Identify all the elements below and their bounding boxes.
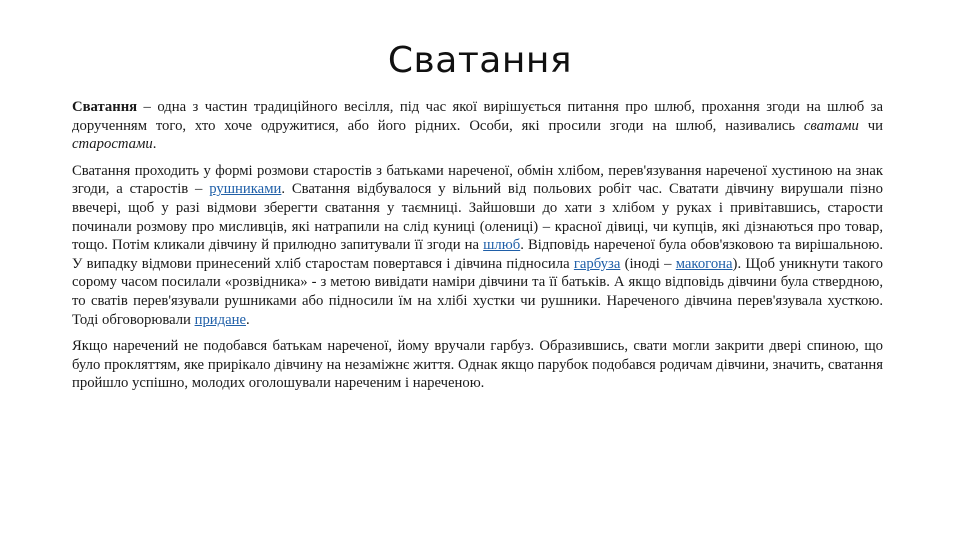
p2-text-e: ). Щоб уникнути такого сорому часом посилали «розвідника» - з метою вивідати наміри дівчини та її батьків. А якщо відповідь дівчини була ствердною, то сватів перев'язували рушниками або підносили їм на хлібі хустки чи рушники. Нареченого дівчина перев'язувала хусткою. Тоді обговорювали: [72, 255, 883, 328]
link-shliub[interactable]: шлюб: [483, 237, 521, 254]
p1-text-b: чи: [858, 117, 883, 134]
link-makohon[interactable]: макогона: [675, 255, 733, 272]
term-svaty: сватами: [803, 117, 859, 134]
content-area: [72, 98, 883, 401]
link-prydane[interactable]: придане: [194, 311, 247, 328]
p2-text-a: Сватання проходить у формі розмови старостів з батьками нареченої, обмін хлібом, перев'язування нареченої хустиною на знак згоди, а старостів –: [72, 162, 883, 198]
p1-text-a: – одна з частин традиційного весілля, під час якої вирішується питання про шлюб, прохання згоди на шлюб за дорученням того, хто хоче одружитися, або його рідних. Особи, які просили згоди на шлюб, називались: [72, 99, 883, 134]
link-rushnyky[interactable]: рушниками: [209, 181, 282, 198]
paragraph-2: [72, 162, 883, 329]
paragraph-1: [72, 98, 883, 154]
p2-text-d: (іноді –: [620, 255, 676, 272]
term-bold: Сватання: [72, 99, 138, 115]
p1-text-c: .: [152, 136, 157, 153]
slide-title: Сватання: [387, 40, 573, 81]
paragraph-3: Якщо наречений не подобався батькам нареченої, йому вручали гарбуз. Образившись, свати могли закрити двері спиною, що було прокляттям, яке прирікало дівчину на незаміжнє життя. Однак якщо парубок подобався родичам дівчини, значить, сватання пройшло успішно, молодих оголошували нареченим і нареченою.: [72, 338, 883, 392]
p2-text-c: . Відповідь нареченої була обов'язковою та вирішальною. У випадку відмови принесений хліб старостам повертався і дівчина підносила: [72, 237, 883, 272]
p2-text-f: .: [246, 311, 250, 328]
term-starosty: старостами: [72, 136, 153, 153]
p2-text-b: . Сватання відбувалося у вільний від польових робіт час. Сватати дівчину вирушали пізно ввечері, щоб у разі відмови зберегти сватання у таємниці. Зайшовши до хати з хлібом у руках і привітавшись, старости починали розмову про мисливців, які натрапили на слід куниці (олениці) – красної дівиці, чи купців, які дізнаються про товар, тощо. Потім кликали дівчину й прилюдно запитували її згоди на: [72, 181, 883, 254]
link-harbuz[interactable]: гарбуза: [573, 255, 621, 272]
